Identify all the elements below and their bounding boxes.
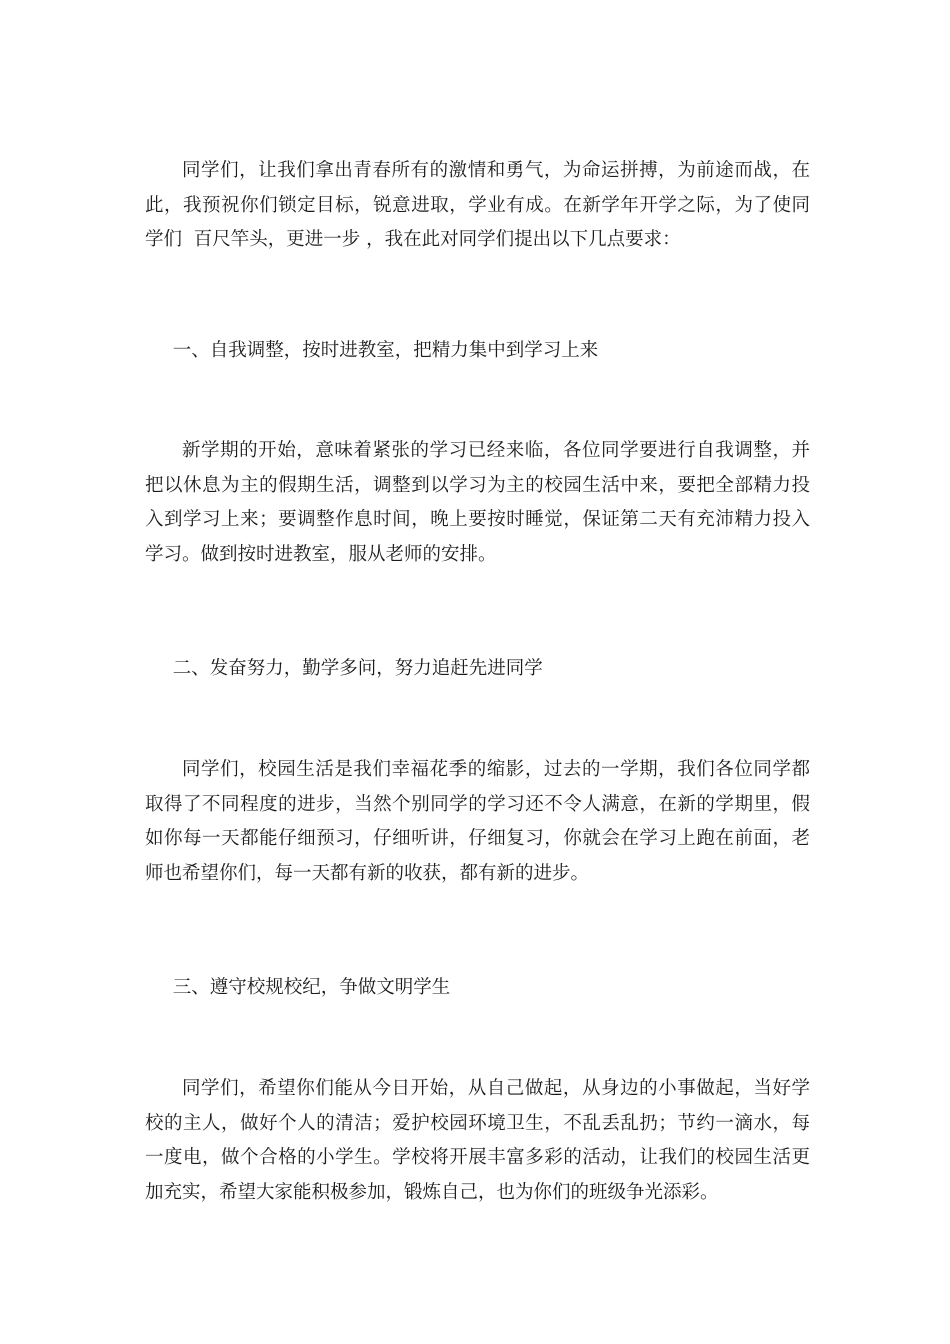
section-3-paragraph: 同学们，希望你们能从今日开始，从自己做起，从身边的小事做起，当好学校的主人，做好个人的清洁；爱护校园环境卫生，不乱丢乱扔；节约一滴水，每一度电，做个合格的小学生。学校将开展丰富多彩的活动，让我们的校园生活更加充实，希望大家能积极参加，锻炼自己，也为你们的班级争光添彩。 (145, 1078, 810, 1203)
section-2-paragraph: 同学们，校园生活是我们幸福花季的缩影，过去的一学期，我们各位同学都取得了不同程度的进步，当然个别同学的学习还不令人满意，在新的学期里，假如你每一天都能仔细预习，仔细听讲，仔细复习，你就会在学习上跑在前面，老师也希望你们，每一天都有新的收获，都有新的进步。 (145, 759, 810, 884)
section-1-paragraph: 新学期的开始，意味着紧张的学习已经来临，各位同学要进行自我调整，并把以休息为主的假期生活，调整到以学习为主的校园生活中来，要把全部精力投入到学习上来；要调整作息时间，晚上要按时睡觉，保证第二天有充沛精力投入学习。做到按时进教室，服从老师的安排。 (145, 440, 810, 565)
intro-paragraph: 同学们，让我们拿出青春所有的激情和勇气，为命运拼搏，为前途而战，在此，我预祝你们锁定目标，锐意进取，学业有成。在新学年开学之际，为了使同学们 百尺竿头，更进一步 ，我在此对同学们提出以下几点要求： (145, 160, 810, 251)
section-heading-1: 一、自我调整，按时进教室，把精力集中到学习上来 (172, 340, 599, 361)
section-heading-2: 二、发奋努力，勤学多问，努力追赶先进同学 (172, 658, 543, 679)
section-heading-3: 三、遵守校规校纪，争做文明学生 (172, 977, 451, 998)
